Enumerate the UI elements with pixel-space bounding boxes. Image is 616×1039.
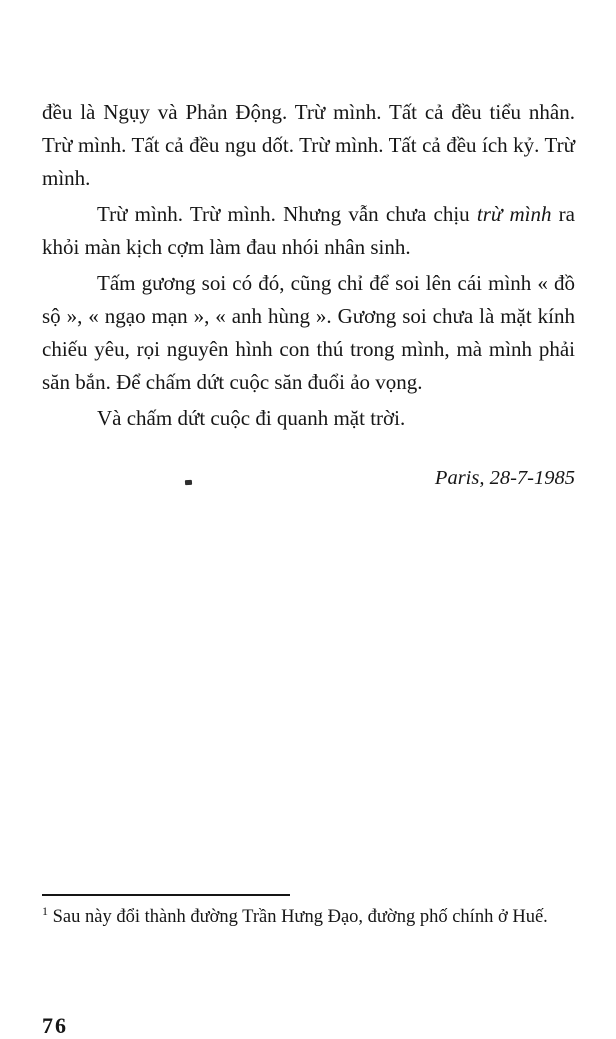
page-number: 76 <box>42 1013 68 1038</box>
paragraph-2-text-after: ra khỏi màn kịch cợm làm đau nhói nhân sinh. <box>42 202 575 259</box>
paragraph-continuation: đều là Ngụy và Phản Động. Trừ mình. Tất cả đều tiểu nhân. Trừ mình. Tất cả đều ngu dốt. Trừ mình. Tất cả đều ích kỷ. Trừ mình. <box>42 100 575 190</box>
paragraph-2-italic-phrase: trừ mình <box>476 202 552 226</box>
paragraph-tam-guong: Tấm gương soi có đó, cũng chỉ để soi lên cái mình « đồ sộ », « ngạo mạn », « anh hùng ». Gương soi chưa là mặt kính chiếu yêu, rọi nguyên hình con thú trong mình, mà mình phải săn bắn. Để chấm dứt cuộc săn đuổi ảo vọng. <box>42 271 575 394</box>
footnote-text: Sau này đổi thành đường Trần Hưng Đạo, đường phố chính ở Huế. <box>48 907 548 927</box>
dateline: Paris, 28-7-1985 <box>434 467 575 489</box>
footnote-divider-rule <box>42 894 290 896</box>
body-text-block <box>42 96 575 495</box>
scan-speck-artifact <box>185 480 192 485</box>
footnote <box>42 904 582 930</box>
footnote-marker: 1 <box>42 903 48 918</box>
paragraph-2-text-before: Trừ mình. Trừ mình. Nhưng vẫn chưa chịu <box>97 202 477 226</box>
paragraph-tru-minh <box>42 198 575 264</box>
paragraph-va-cham-dut: Và chấm dứt cuộc đi quanh mặt trời. <box>97 406 406 430</box>
